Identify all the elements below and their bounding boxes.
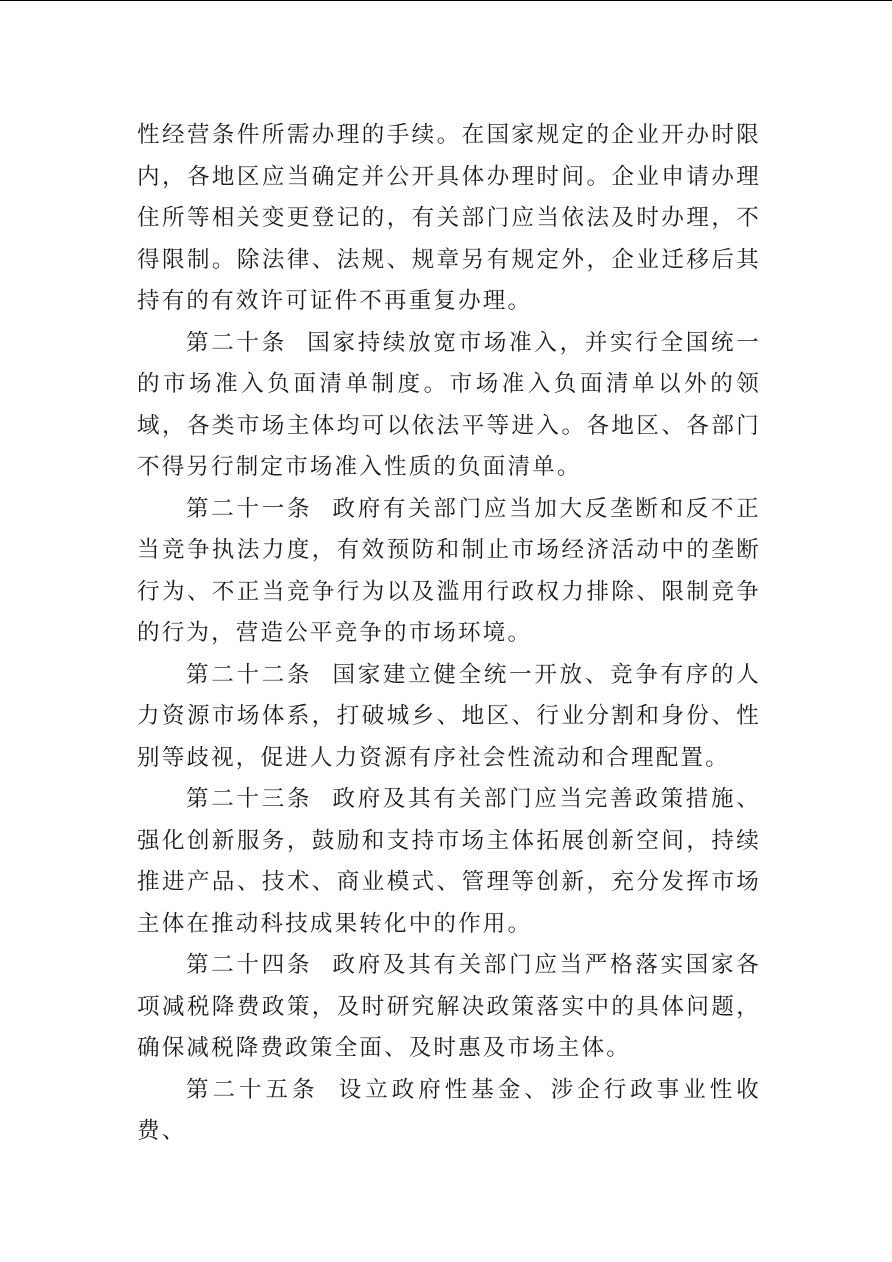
article-23	[137, 779, 761, 945]
article-number: 第二十条	[186, 329, 287, 356]
paragraph-text: 政府有关部门应当加大反垄断和反不正当竞争执法力度，有效预防和制止市场经济活动中的垄断行为、不正当竞争行为以及滥用行政权力排除、限制竞争的行为，营造公平竞争的市场环境。	[137, 495, 761, 646]
article-21	[137, 489, 761, 655]
paragraph-text: 政府及其有关部门应当严格落实国家各项减税降费政策，及时研究解决政策落实中的具体问题，确保减税降费政策全面、及时惠及市场主体。	[137, 952, 761, 1061]
article-number: 第二十二条	[186, 661, 313, 688]
paragraph-text: 政府及其有关部门应当完善政策措施、强化创新服务，鼓励和支持市场主体拓展创新空间，持续推进产品、技术、商业模式、管理等创新，充分发挥市场主体在推动科技成果转化中的作用。	[137, 786, 761, 937]
article-25	[137, 1070, 761, 1153]
paragraph-continued	[137, 115, 761, 323]
paragraph-text: 国家建立健全统一开放、竞争有序的人力资源市场体系，打破城乡、地区、行业分割和身份、性别等歧视，促进人力资源有序社会性流动和合理配置。	[137, 661, 761, 771]
article-20	[137, 323, 761, 489]
article-22	[137, 655, 761, 780]
paragraph-text: 国家持续放宽市场准入，并实行全国统一的市场准入负面清单制度。市场准入负面清单以外的领域，各类市场主体均可以依法平等进入。各地区、各部门不得另行制定市场准入性质的负面清单。	[137, 329, 761, 480]
paragraph-text: 性经营条件所需办理的手续。在国家规定的企业开办时限内，各地区应当确定并公开具体办理时间。企业申请办理住所等相关变更登记的，有关部门应当依法及时办理，不得限制。除法律、法规、规章另有规定外，企业迁移后其持有的有效许可证件不再重复办理。	[137, 122, 761, 314]
paragraph-text: 设立政府性基金、涉企行政事业性收费、	[137, 1076, 761, 1144]
article-24	[137, 945, 761, 1070]
article-number: 第二十五条	[186, 1076, 319, 1103]
article-number: 第二十一条	[186, 495, 313, 522]
article-number: 第二十三条	[186, 786, 313, 812]
article-number: 第二十四条	[186, 952, 313, 978]
document-body	[137, 115, 761, 1153]
